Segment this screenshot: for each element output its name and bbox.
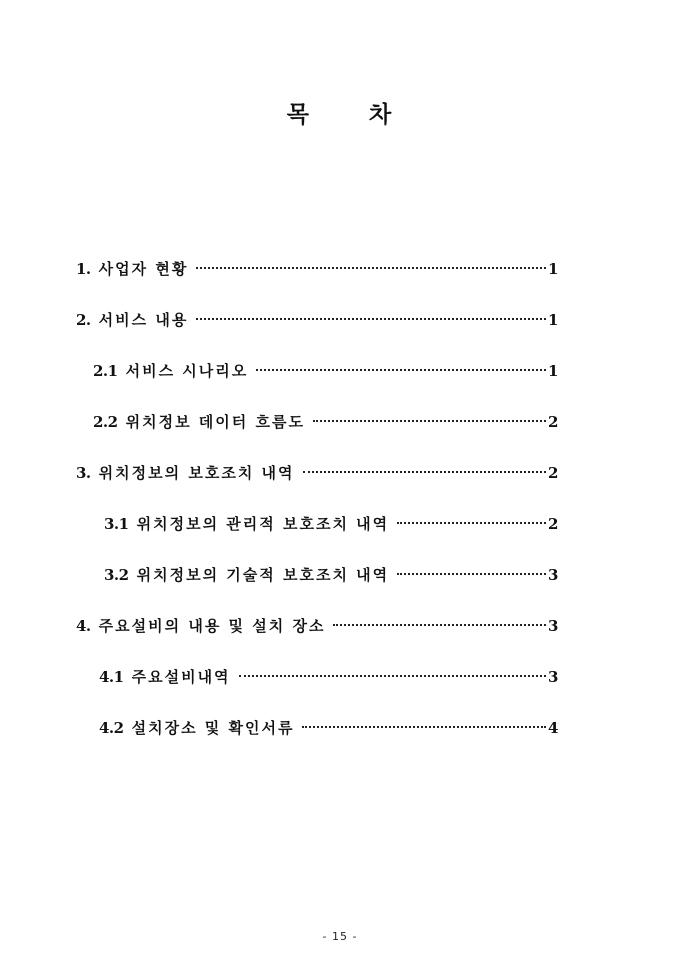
table-of-contents: [0, 258, 680, 768]
toc-label: 위치정보의 보호조치 내역: [98, 464, 295, 482]
dot-leader: [397, 514, 546, 524]
page-title: [0, 96, 680, 129]
toc-page-number: 1: [548, 362, 559, 380]
toc-entry-1[interactable]: [0, 258, 680, 309]
toc-label: 설치장소 및 확인서류: [131, 719, 295, 737]
toc-number: 3.1: [104, 515, 129, 533]
dot-leader: [397, 565, 546, 575]
toc-number: 2.1: [93, 362, 118, 380]
toc-entry-2-2[interactable]: [0, 411, 680, 462]
page-number-footer: - 15 -: [322, 930, 358, 943]
toc-number: 1.: [76, 260, 91, 278]
toc-number: 2.: [76, 311, 91, 329]
toc-number: 2.2: [93, 413, 118, 431]
toc-label: 주요설비의 내용 및 설치 장소: [98, 617, 326, 635]
toc-label: 서비스 시나리오: [125, 362, 249, 380]
toc-number: 3.2: [104, 566, 129, 584]
toc-number: 4.2: [99, 719, 124, 737]
dot-leader: [196, 259, 546, 269]
toc-label: 사업자 현황: [98, 260, 189, 278]
toc-entry-4[interactable]: [0, 615, 680, 666]
toc-page-number: 2: [548, 515, 559, 533]
toc-page-number: 1: [548, 260, 559, 278]
toc-label: 위치정보의 기술적 보호조치 내역: [136, 566, 390, 584]
toc-page-number: 4: [548, 719, 559, 737]
toc-page-number: 2: [548, 464, 559, 482]
toc-label: 위치정보의 관리적 보호조치 내역: [136, 515, 390, 533]
toc-page-number: 3: [548, 566, 559, 584]
toc-number: 4.1: [99, 668, 124, 686]
title-part-1: 목: [286, 101, 311, 128]
dot-leader: [196, 310, 546, 320]
dot-leader: [239, 667, 546, 677]
toc-entry-4-2[interactable]: [0, 717, 680, 768]
toc-entry-4-1[interactable]: [0, 666, 680, 717]
toc-page-number: 3: [548, 617, 559, 635]
dot-leader: [313, 412, 546, 422]
toc-label: 주요설비내역: [131, 668, 231, 686]
toc-number: 4.: [76, 617, 91, 635]
toc-label: 위치정보 데이터 흐름도: [125, 413, 305, 431]
toc-entry-2-1[interactable]: [0, 360, 680, 411]
toc-entry-3[interactable]: [0, 462, 680, 513]
title-part-2: 차: [369, 101, 394, 128]
dot-leader: [333, 616, 546, 626]
toc-entry-3-1[interactable]: [0, 513, 680, 564]
toc-label: 서비스 내용: [98, 311, 189, 329]
toc-page-number: 2: [548, 413, 559, 431]
toc-page-number: 1: [548, 311, 559, 329]
dot-leader: [302, 718, 546, 728]
toc-entry-2[interactable]: [0, 309, 680, 360]
toc-number: 3.: [76, 464, 91, 482]
dot-leader: [256, 361, 546, 371]
toc-entry-3-2[interactable]: [0, 564, 680, 615]
toc-page-number: 3: [548, 668, 559, 686]
dot-leader: [303, 463, 546, 473]
